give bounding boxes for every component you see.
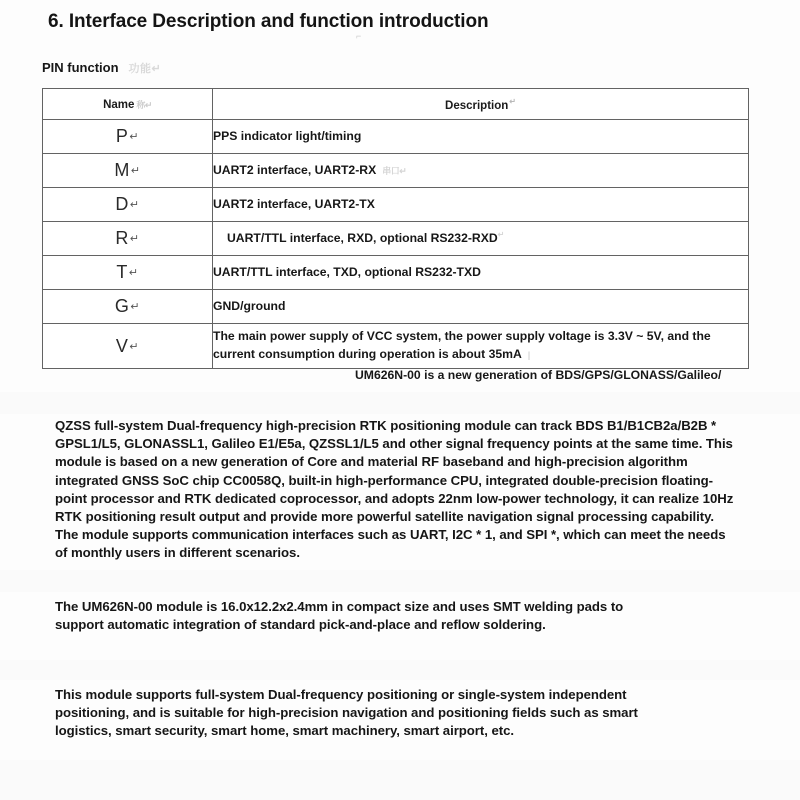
table-row	[43, 154, 749, 188]
pin-name-text: R	[115, 228, 129, 248]
pin-name-cell	[43, 290, 213, 324]
pilcrow-icon: ↵	[130, 165, 141, 177]
pin-name-cell	[43, 154, 213, 188]
pin-name-cell	[43, 324, 213, 369]
pin-name-text: D	[115, 194, 129, 214]
table-row	[43, 188, 749, 222]
scan-artifact-band	[0, 570, 800, 592]
pin-description-cell	[213, 222, 749, 256]
column-header-name-text: Name	[103, 98, 135, 111]
pin-name-cell	[43, 222, 213, 256]
scan-artifact-band	[0, 760, 800, 800]
body-paragraph-2	[55, 598, 655, 634]
pilcrow-icon: ↵	[129, 199, 140, 211]
pin-name-text: P	[115, 126, 129, 146]
pin-function-label-artifact: 功能↵	[128, 63, 162, 75]
pin-description-cell	[213, 120, 749, 154]
pin-description-text: UART2 interface, UART2-RX	[213, 162, 377, 177]
column-header-name	[43, 89, 213, 120]
pin-description-text: GND/ground	[213, 298, 286, 313]
title-artifact-mark: ⌐	[356, 31, 362, 41]
paragraph-text: The UM626N-00 module is 16.0x12.2x2.4mm in compact size and uses SMT welding pads to support automatic integration of standard pick-and-place and reflow soldering.	[55, 599, 624, 633]
pin-name-text: M	[114, 160, 130, 180]
pin-name-text: V	[115, 335, 129, 356]
table-row	[43, 256, 749, 290]
page-title: 6. Interface Description and function introduction	[48, 11, 489, 32]
pin-description-cell	[213, 188, 749, 222]
table-row	[43, 324, 749, 369]
pin-description-text: UART/TTL interface, TXD, optional RS232-TXD	[213, 264, 481, 279]
pin-name-text: T	[116, 262, 128, 282]
pilcrow-icon: ↵	[129, 131, 140, 143]
body-paragraph-3	[55, 686, 665, 741]
pin-description-cell	[213, 324, 749, 369]
pilcrow-icon: ↵	[128, 267, 139, 279]
pin-description-artifact: ↵	[497, 230, 505, 240]
pin-name-cell	[43, 188, 213, 222]
pin-description-cell	[213, 290, 749, 324]
pilcrow-icon: ↵	[129, 233, 140, 245]
pin-function-label	[42, 60, 161, 76]
table-caption: UM626N-00 is a new generation of BDS/GPS/GLONASS/Galileo/	[355, 368, 722, 382]
pin-name-text: G	[114, 296, 130, 316]
column-header-name-artifact: 称↵	[136, 99, 152, 110]
column-header-description-text: Description	[445, 99, 509, 112]
table-row	[43, 290, 749, 324]
table-row	[43, 120, 749, 154]
table-row	[43, 222, 749, 256]
column-header-description	[213, 89, 749, 120]
body-paragraph-1	[55, 417, 737, 563]
pin-description-text: PPS indicator light/timing	[213, 128, 362, 143]
pin-description-text: UART/TTL interface, RXD, optional RS232-RXD	[227, 231, 498, 246]
pin-function-label-text: PIN function	[42, 60, 119, 75]
paragraph-text: QZSS full-system Dual-frequency high-precision RTK positioning module can track BDS B1/B1CB2a/B2B * GPSL1/L5, GLONASSL1, Galileo E1/E5a, QZSSL1/L5 and other signal frequency points at the same time. This module is based on a new generation of Core and material RF baseband and high-precision algorithm integrated GNSS SoC chip CC0058Q, built-in high-performance CPU, integrated double-precision floating-point processor and RTK dedicated coprocessor, and adopts 22nm low-power technology, it can realize 10Hz RTK positioning result output and provide more powerful satellite navigation signal processing capability. The module supports communication interfaces such as UART, I2C * 1, and SPI *, which can meet the needs of monthly users in different scenarios.	[55, 418, 734, 561]
pin-function-table	[42, 88, 749, 369]
pin-description-artifact: |	[527, 350, 530, 360]
pin-name-cell	[43, 120, 213, 154]
pin-description-text: The main power supply of VCC system, the power supply voltage is 3.3V ~ 5V, and the current consumption during operation is about 35mA	[213, 329, 711, 361]
scan-artifact-band	[0, 392, 800, 414]
pilcrow-icon: ↵	[130, 301, 141, 313]
pin-description-text: UART2 interface, UART2-TX	[213, 196, 375, 211]
pin-name-cell	[43, 256, 213, 290]
scan-artifact-band	[0, 660, 800, 680]
column-header-description-artifact: ↵	[509, 96, 516, 106]
pin-description-cell	[213, 154, 749, 188]
pin-description-artifact: 串口↵	[382, 165, 407, 176]
paragraph-text: This module supports full-system Dual-frequency positioning or single-system independent positioning, and is suitable for high-precision navigation and positioning fields such as smart logistics, smart security, smart home, smart machinery, smart airport, etc.	[55, 687, 638, 739]
pilcrow-icon: ↵	[129, 340, 140, 353]
table-header-row	[43, 89, 749, 120]
pin-description-cell	[213, 256, 749, 290]
